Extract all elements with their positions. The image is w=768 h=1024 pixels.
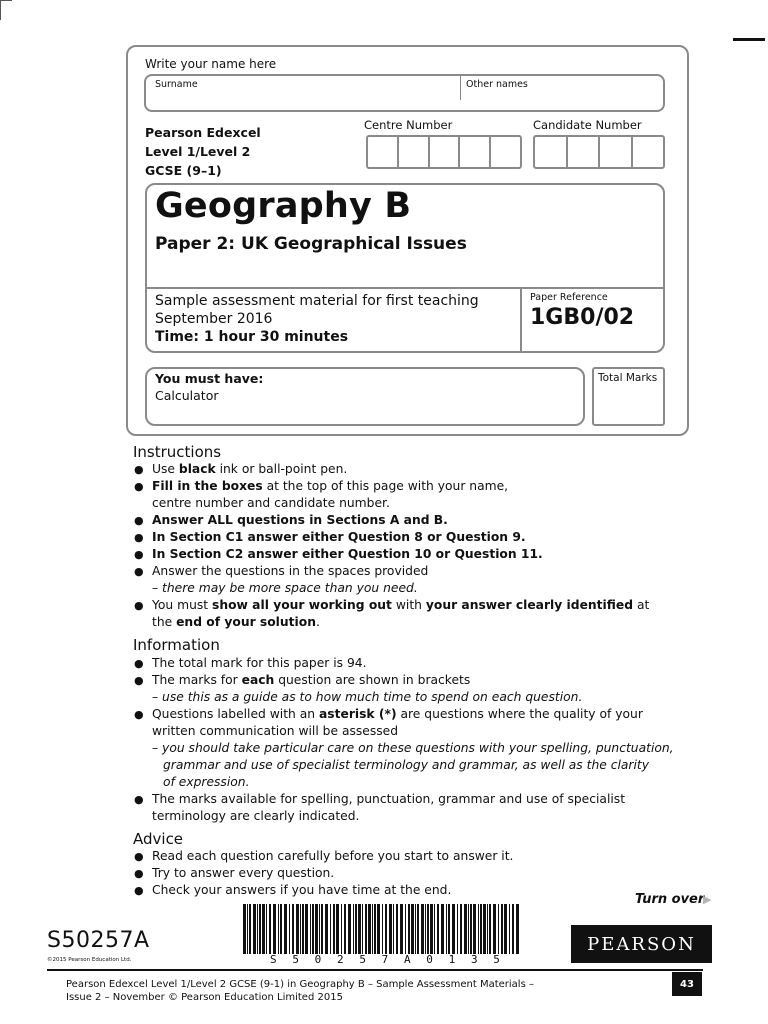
board-line: Pearson Edexcel [145,125,261,140]
barcode-digit: 0 [426,953,433,966]
must-have-item: Calculator [155,388,219,403]
list-item-continuation: centre number and candidate number. [152,496,390,510]
board-line: Level 1/Level 2 [145,144,251,159]
centre-digit-box[interactable] [430,137,461,167]
centre-digit-box[interactable] [368,137,399,167]
barcode-digit: 3 [470,953,478,966]
list-item: ● The marks available for spelling, punctuation, grammar and use of specialist [133,791,674,808]
candidate-digit-box[interactable] [633,137,664,167]
list-item-continuation: of expression. [163,775,250,789]
exam-board [145,123,261,180]
paper-code: S50257A [47,928,150,953]
paper-reference-label: Paper Reference [530,292,608,303]
paper-reference: 1GB0/02 [530,305,635,330]
exam-time: Time: 1 hour 30 minutes [155,329,349,345]
information-list [133,655,674,825]
turn-over-label: Turn over [635,892,705,907]
footer-line: Pearson Edexcel Level 1/Level 2 GCSE (9-1) in Geography B – Sample Assessment Materials – [66,979,534,990]
list-item-continuation: the end of your solution. [152,615,320,629]
list-item-continuation: written communication will be assessed [152,724,399,738]
barcode-digit: 7 [381,953,389,966]
list-item-continuation: terminology are clearly indicated. [152,809,360,823]
list-item: ● Questions labelled with an asterisk (*) are questions where the quality of your [133,706,674,723]
write-name-label: Write your name here [145,57,277,71]
footer-text [66,978,626,1004]
name-field-divider [460,76,461,100]
list-item: ● You must show all your working out with your answer clearly identified at [133,597,649,614]
list-item: ● Check your answers if you have time at the end. [133,882,513,899]
candidate-digit-box[interactable] [568,137,601,167]
list-item: ● The marks for each question are shown in brackets [133,672,674,689]
barcode-digit: 5 [292,953,299,966]
sample-info [155,292,479,328]
must-have-title: You must have: [155,371,264,386]
surname-label: Surname [155,79,198,90]
centre-number-boxes [366,135,522,169]
subject-divider [147,287,663,289]
barcode-digits [270,953,500,966]
candidate-digit-box[interactable] [600,137,633,167]
top-dash-mark [733,38,765,41]
other-names-label: Other names [466,79,528,90]
barcode-digit: 2 [336,953,344,966]
information-heading: Information [133,636,220,654]
centre-number-label: Centre Number [364,118,453,132]
crop-mark [0,0,12,20]
barcode-digit: A [403,953,411,966]
advice-list [133,848,513,899]
list-item: ● Try to answer every question. [133,865,513,882]
sample-line: September 2016 [155,311,273,327]
list-item-continuation: – there may be more space than you need. [152,581,418,595]
list-item: ● Read each question carefully before you start to answer it. [133,848,513,865]
subject-title: Geography B [155,186,412,226]
barcode-digit: 5 [359,953,366,966]
copyright-small: ©2015 Pearson Education Ltd. [47,957,132,963]
paper-title: Paper 2: UK Geographical Issues [155,234,467,254]
footer-rule [47,969,703,971]
reference-divider [520,289,522,351]
list-item-continuation: – you should take particular care on these questions with your spelling, punctuation, [152,741,674,755]
turn-over-arrow-icon: ▶ [703,893,712,906]
list-item: ● Answer the questions in the spaces provided [133,563,649,580]
list-item: ● Answer ALL questions in Sections A and B. [133,512,649,529]
name-field[interactable] [144,74,665,112]
centre-digit-box[interactable] [491,137,520,167]
barcode-icon [241,904,524,954]
barcode-digit: 1 [448,953,456,966]
candidate-digit-box[interactable] [535,137,568,167]
total-marks-label: Total Marks [598,372,658,384]
barcode-digit: 0 [314,953,322,966]
sample-line: Sample assessment material for first teaching [155,293,479,309]
instructions-heading: Instructions [133,443,222,461]
candidate-number-boxes [533,135,665,169]
list-item: ● In Section C2 answer either Question 10 or Question 11. [133,546,649,563]
list-item: ● Fill in the boxes at the top of this page with your name, [133,478,649,495]
centre-digit-box[interactable] [460,137,491,167]
list-item: ● In Section C1 answer either Question 8 or Question 9. [133,529,649,546]
footer-line: Issue 2 – November © Pearson Education Limited 2015 [66,992,343,1003]
page-number: 43 [672,972,702,996]
barcode-digit: S [270,953,277,966]
candidate-number-label: Candidate Number [533,118,642,132]
pearson-logo: PEARSON [571,925,712,963]
list-item: ● Use black ink or ball-point pen. [133,461,649,478]
instructions-list [133,461,649,631]
advice-heading: Advice [133,830,184,848]
barcode-digit: 5 [493,953,500,966]
list-item-continuation: grammar and use of specialist terminology and grammar, as well as the clarity [163,758,649,772]
centre-digit-box[interactable] [399,137,430,167]
board-line: GCSE (9–1) [145,163,222,178]
list-item: ● The total mark for this paper is 94. [133,655,674,672]
list-item-continuation: – use this as a guide as to how much time to spend on each question. [152,690,583,704]
